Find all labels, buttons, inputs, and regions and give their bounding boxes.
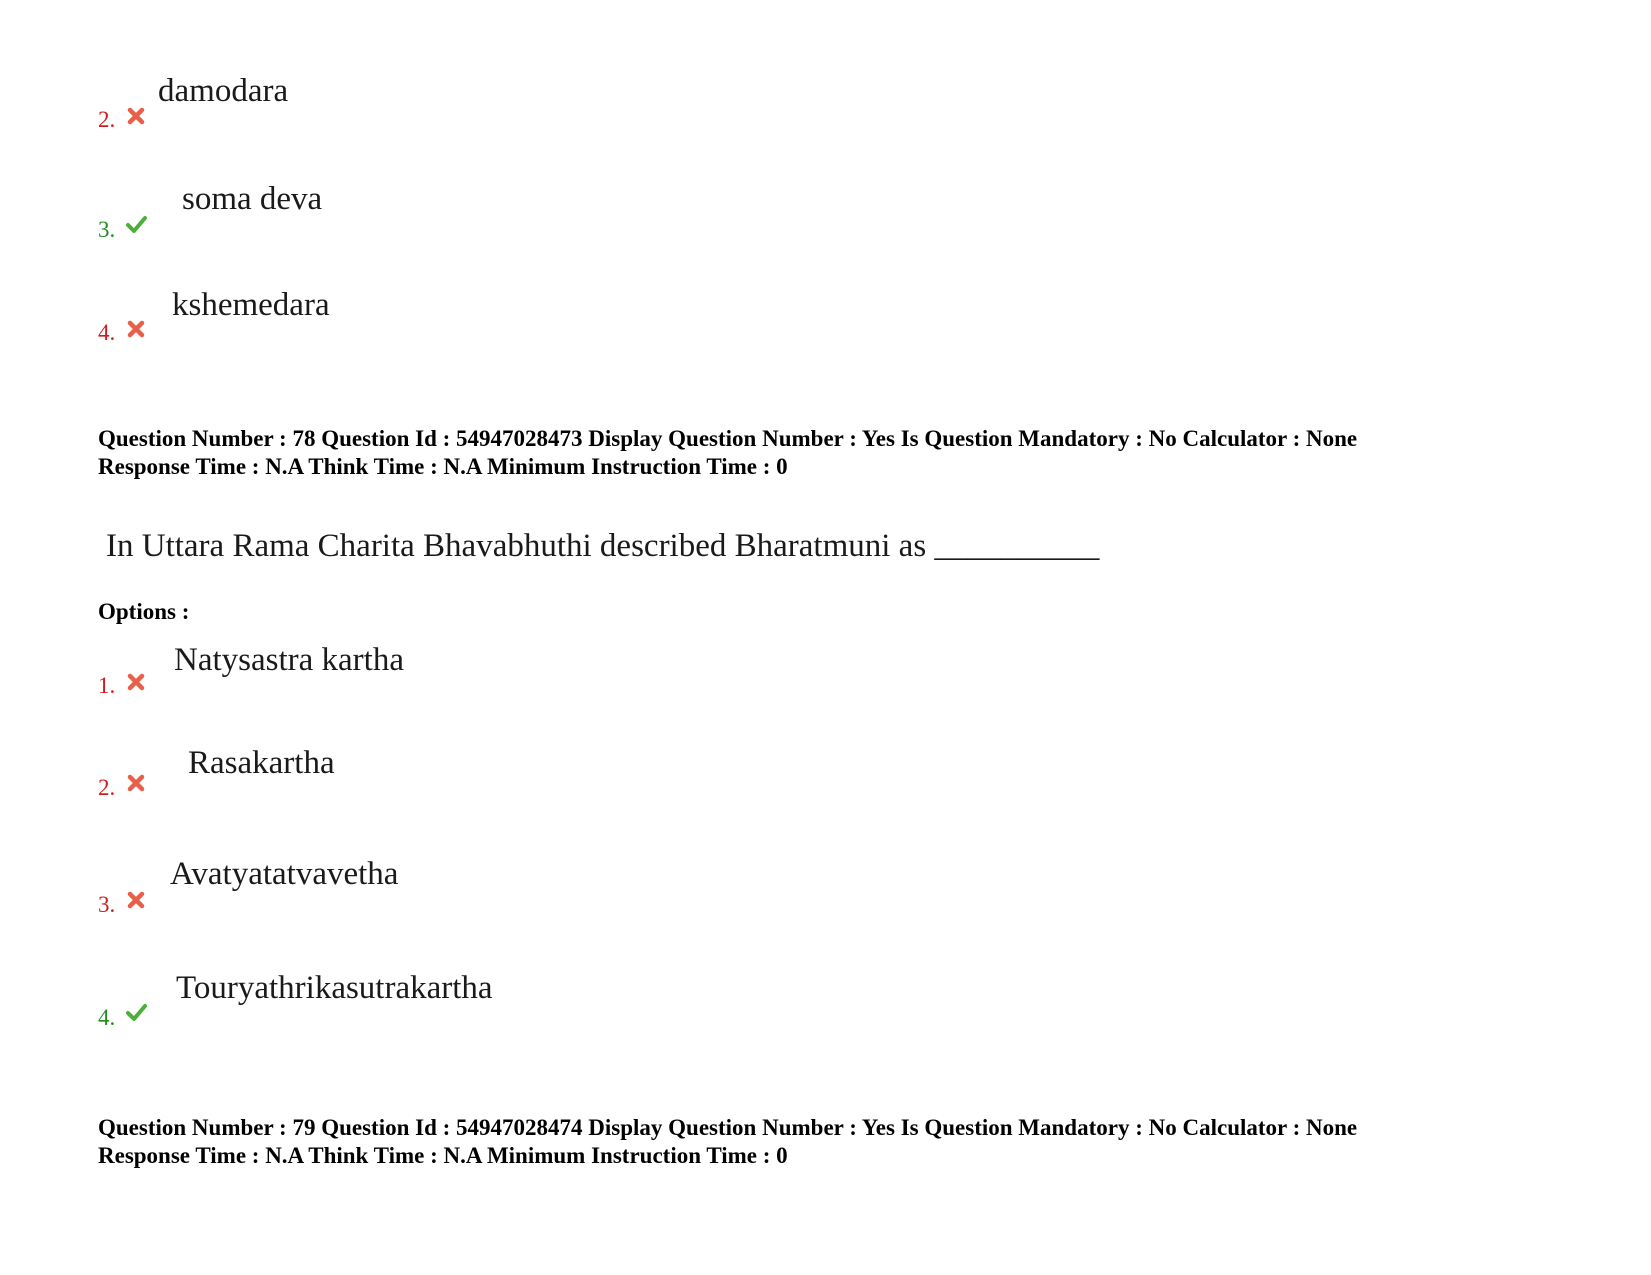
option-text: Rasakartha (188, 745, 335, 781)
check-icon (124, 1002, 148, 1022)
option-text: Avatyatatvavetha (170, 856, 399, 892)
question-meta-line: Response Time : N.A Think Time : N.A Minimum Instruction Time : 0 (98, 1143, 788, 1168)
question-meta-line: Question Number : 79 Question Id : 54947028474 Display Question Number : Yes Is Question Mandatory : No Calculator : None (98, 1115, 1358, 1140)
option-text: damodara (158, 73, 289, 109)
option-number: 3. (98, 217, 116, 242)
question-meta-79 (98, 1114, 1357, 1170)
question-meta-78 (98, 425, 1357, 481)
cross-icon (126, 319, 146, 339)
option-number: 3. (98, 892, 116, 917)
options-label: Options : (98, 599, 190, 624)
option-number: 4. (98, 1005, 116, 1030)
option-1 (0, 640, 800, 720)
cross-icon (126, 106, 146, 126)
option-number: 1. (98, 673, 116, 698)
option-text: kshemedara (172, 287, 330, 323)
option-2 (0, 745, 800, 825)
check-icon (124, 214, 148, 234)
cross-icon (126, 672, 146, 692)
option-text: soma deva (182, 181, 323, 217)
question-text: In Uttara Rama Charita Bhavabhuthi described Bharatmuni as __________ (106, 528, 1100, 564)
option-prev-3 (0, 178, 800, 258)
option-number: 2. (98, 775, 116, 800)
question-meta-line: Response Time : N.A Think Time : N.A Minimum Instruction Time : 0 (98, 454, 788, 479)
option-3 (0, 855, 800, 935)
option-number: 2. (98, 107, 116, 132)
cross-icon (126, 890, 146, 910)
option-text: Natysastra kartha (174, 642, 404, 678)
option-text: Touryathrikasutrakartha (176, 970, 493, 1006)
question-meta-line: Question Number : 78 Question Id : 54947028473 Display Question Number : Yes Is Question Mandatory : No Calculator : None (98, 426, 1358, 451)
option-number: 4. (98, 320, 116, 345)
option-prev-2 (0, 70, 800, 150)
option-prev-4 (0, 285, 800, 365)
option-4 (0, 966, 800, 1046)
cross-icon (126, 773, 146, 793)
